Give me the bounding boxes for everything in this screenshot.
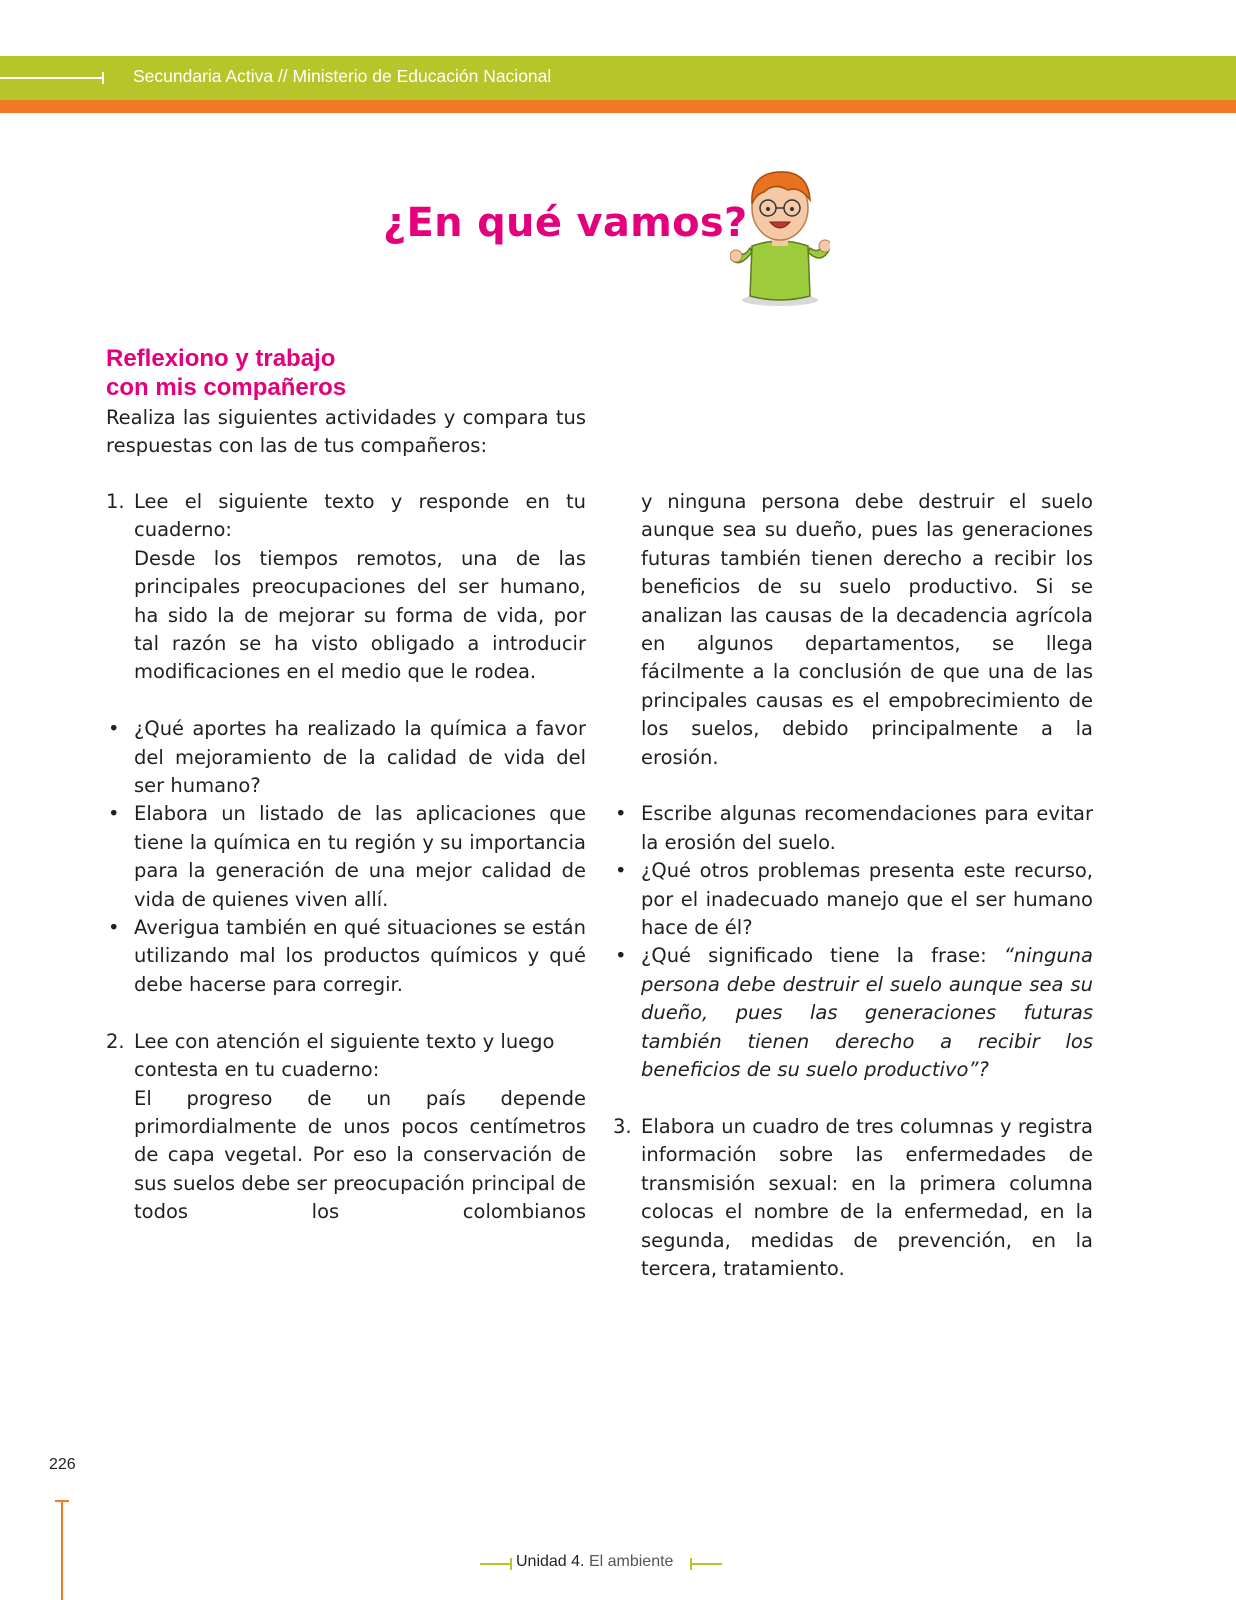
bullet-icon: • [108, 717, 120, 741]
footer-label [516, 1553, 673, 1571]
bullet-text [641, 942, 1093, 1084]
bullet-icon: • [615, 944, 627, 968]
activity-2-number: 2. [106, 1029, 125, 1053]
section-heading-line-2: con mis compañeros [106, 374, 347, 401]
activity-3-number: 3. [613, 1114, 632, 1138]
bullet-lead: ¿Qué significado tiene la frase: [641, 944, 1004, 968]
activity-2-passage-part-2: y ninguna persona debe destruir el suelo aunque sea su dueño, pues las generaciones futuras también tienen derecho a recibir los beneficios de su suelo productivo. Si se analizan las causas de la decadencia agrícola en algunos departamentos, se llega fácilmente a la conclusión de que una de las principales causas es el empobrecimiento de los suelos, debido principalmente a la erosión. [641, 490, 1093, 769]
bullet-text: Averigua también en qué situaciones se están utilizando mal los productos químicos y qué debe hacerse para corregir. [134, 916, 586, 996]
footer [480, 1552, 756, 1576]
bullet-icon: • [615, 859, 627, 883]
quoted-phrase: “ninguna persona debe destruir el suelo aunque sea su dueño, pues las generaciones futuras también tienen derecho a recibir los beneficios de su suelo productivo”? [641, 944, 1093, 1082]
activity-1-bullet-3 [106, 914, 586, 999]
activity-1-passage: Desde los tiempos remotos, una de las principales preocupaciones del ser humano, ha sido la de mejorar su forma de vida, por tal razón se ha visto obligado a introducir modificaciones en el medio que le rodea. [134, 546, 586, 684]
activity-2 [106, 1028, 586, 1227]
page-number: 226 [49, 1456, 76, 1473]
activity-1-number: 1. [106, 490, 125, 513]
left-column [106, 488, 586, 1227]
activity-2-passage-part-1: El progreso de un país depende primordialmente de unos pocos centímetros de capa vegetal. Por eso la conservación de sus suelos debe ser preocupación principal de todos los colombianos [134, 1086, 586, 1224]
footer-rule-right [692, 1563, 722, 1565]
activity-2-bullet-1 [613, 800, 1093, 857]
margin-rule [61, 1500, 63, 1600]
bullet-text: Escribe algunas recomendaciones para evitar la erosión del suelo. [641, 802, 1093, 854]
header-accent-stripe [0, 100, 1236, 113]
footer-rule-left [480, 1563, 510, 1565]
activity-2-continued [613, 488, 1093, 772]
mascot-illustration [730, 168, 830, 308]
section-heading [106, 344, 346, 402]
activity-3-text: Elabora un cuadro de tres columnas y registra información sobre las enfermedades de transmisión sexual: en la primera columna colocas el nombre de la enfermedad, en la segunda, medidas de prevención, en la tercera, tratamiento. [641, 1114, 1093, 1280]
activity-2-bullet-3 [613, 942, 1093, 1084]
activity-2-lead: Lee con atención el siguiente texto y luego contesta en tu cuaderno: [134, 1029, 555, 1082]
bullet-icon: • [108, 916, 120, 940]
header-rule [0, 77, 102, 79]
section-heading-line-1: Reflexiono y trabajo [106, 345, 336, 372]
footer-rule-left-tick [510, 1558, 512, 1570]
activity-1 [106, 488, 586, 687]
bullet-icon: • [615, 802, 627, 826]
running-title: Secundaria Activa // Ministerio de Educación Nacional [133, 66, 552, 86]
section-intro: Realiza las siguientes actividades y compara tus respuestas con las de tus compañeros: [106, 406, 586, 458]
page-title: ¿En qué vamos? [383, 200, 748, 246]
right-column [613, 488, 1093, 1283]
activity-1-bullet-1 [106, 715, 586, 800]
bullet-text: Elabora un listado de las aplicaciones que tiene la química en tu región y su importancia para la generación de una mejor calidad de vida de quienes viven allí. [134, 802, 586, 911]
activity-1-bullet-2 [106, 800, 586, 914]
activity-2-bullet-2 [613, 857, 1093, 942]
bullet-icon: • [108, 802, 120, 826]
footer-topic: El ambiente [588, 1553, 674, 1570]
bullet-text: ¿Qué aportes ha realizado la química a favor del mejoramiento de la calidad de vida del ser humano? [134, 717, 586, 798]
activity-3 [613, 1113, 1093, 1283]
footer-unit: Unidad 4. [516, 1553, 585, 1570]
activity-1-lead: Lee el siguiente texto y responde en tu cuaderno: [134, 490, 586, 542]
header-rule-tick [102, 72, 104, 84]
bullet-text: ¿Qué otros problemas presenta este recurso, por el inadecuado manejo que el ser humano hace de él? [641, 859, 1093, 940]
